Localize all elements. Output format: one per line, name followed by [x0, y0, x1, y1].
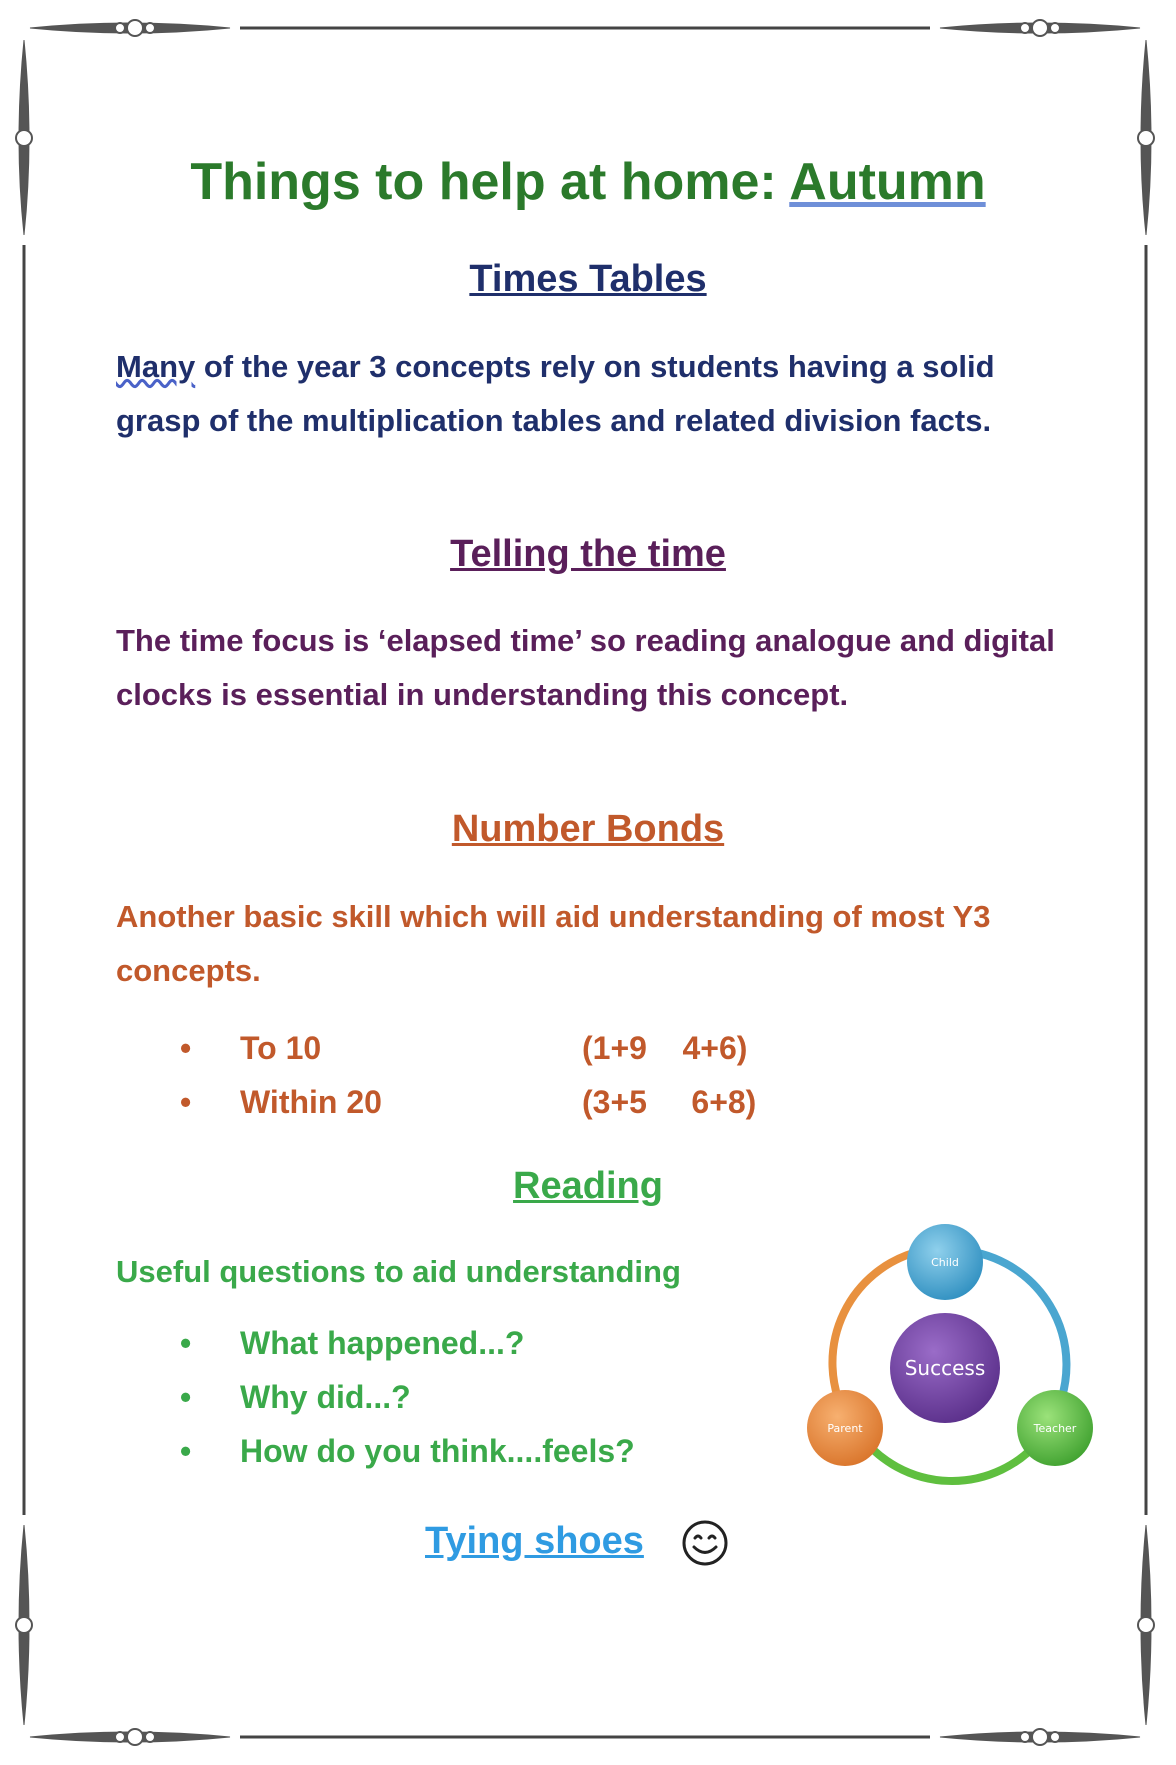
times-tables-first-word: Many: [116, 349, 196, 384]
bullet: •: [180, 1030, 192, 1066]
reading-text: Useful questions to aid understanding: [116, 1254, 681, 1289]
times-tables-heading: Times Tables: [469, 258, 707, 300]
bullet: •: [180, 1084, 192, 1120]
list-item: [0, 1084, 1176, 1138]
list-item-label: What happened...?: [240, 1325, 525, 1361]
list-item-label: Why did...?: [240, 1379, 411, 1415]
list-item-label: Within 20: [240, 1084, 382, 1120]
cycle-node-parent: Parent: [827, 1422, 863, 1435]
list-item: [0, 1030, 1176, 1084]
cycle-center-label: Success: [904, 1356, 986, 1380]
times-tables-rest: of the year 3 concepts rely on students having a solid grasp of the multiplication tables and related division facts.: [116, 349, 995, 438]
list-item-example: (1+9 4+6): [582, 1030, 748, 1066]
number-bonds-heading: Number Bonds: [451, 808, 725, 850]
bullet: •: [180, 1325, 192, 1361]
number-bonds-list: [0, 1030, 1176, 1138]
list-item-label: How do you think....feels?: [240, 1433, 635, 1469]
tying-shoes-heading: Tying shoes: [425, 1520, 644, 1562]
cycle-node-child: Child: [931, 1256, 959, 1269]
list-item-label: To 10: [240, 1030, 322, 1066]
bullet: •: [180, 1433, 192, 1469]
title-prefix: Things to help at home:: [190, 153, 790, 211]
bullet: •: [180, 1379, 192, 1415]
reading-heading: Reading: [513, 1165, 663, 1207]
cycle-node-teacher: Teacher: [1033, 1422, 1077, 1435]
page-title: [0, 152, 1176, 212]
number-bonds-text: Another basic skill which will aid understanding of most Y3 concepts.: [116, 899, 991, 988]
telling-time-text: The time focus is ‘elapsed time’ so reading analogue and digital clocks is essential in understanding this concept.: [116, 623, 1055, 712]
title-accent: Autumn: [789, 153, 986, 211]
smiley-icon: [680, 1518, 730, 1568]
success-cycle-diagram: [800, 1220, 1100, 1510]
times-tables-text: [116, 340, 1076, 448]
list-item-example: (3+5 6+8): [582, 1084, 757, 1120]
telling-time-heading: Telling the time: [450, 533, 726, 575]
